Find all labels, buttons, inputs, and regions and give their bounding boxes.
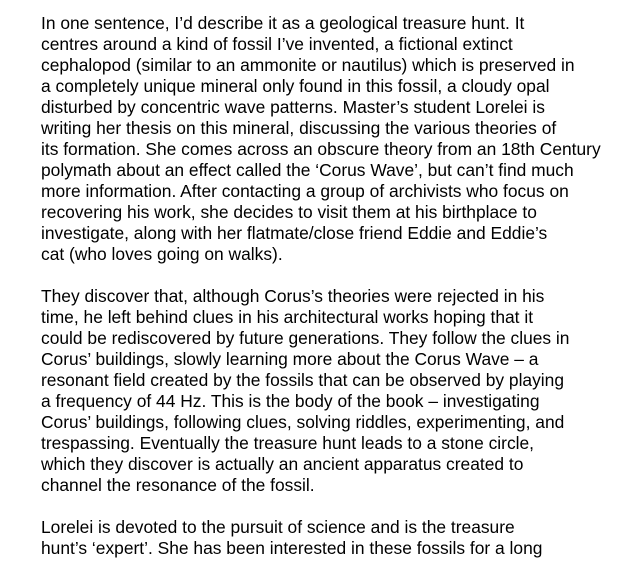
text-line: centres around a kind of fossil I’ve invented, a fictional extinct — [41, 34, 513, 54]
text-line: which they discover is actually an ancient apparatus created to — [41, 454, 524, 474]
text-line: could be rediscovered by future generations. They follow the clues in — [41, 328, 570, 348]
text-line: a completely unique mineral only found in this fossil, a cloudy opal — [41, 76, 550, 96]
text-line: cephalopod (similar to an ammonite or nautilus) which is preserved in — [41, 55, 575, 75]
text-line: disturbed by concentric wave patterns. Master’s student Lorelei is — [41, 97, 545, 117]
text-line: a frequency of 44 Hz. This is the body of the book – investigating — [41, 391, 540, 411]
text-line: Corus’ buildings, slowly learning more about the Corus Wave – a — [41, 349, 539, 369]
text-line: its formation. She comes across an obscure theory from an 18th Century — [41, 139, 601, 159]
text-line: investigate, along with her flatmate/close friend Eddie and Eddie’s — [41, 223, 548, 243]
text-line: more information. After contacting a group of archivists who focus on — [41, 181, 569, 201]
text-line: Lorelei is devoted to the pursuit of science and is the treasure — [41, 517, 515, 537]
paragraph-1 — [41, 13, 638, 265]
text-line: channel the resonance of the fossil. — [41, 475, 315, 495]
text-line: hunt’s ‘expert’. She has been interested in these fossils for a long — [41, 538, 543, 558]
text-line: Corus’ buildings, following clues, solving riddles, experimenting, and — [41, 412, 565, 432]
text-line: They discover that, although Corus’s theories were rejected in his — [41, 286, 545, 306]
text-line: polymath about an effect called the ‘Corus Wave’, but can’t find much — [41, 160, 574, 180]
paragraph-2 — [41, 286, 638, 496]
text-line: resonant field created by the fossils that can be observed by playing — [41, 370, 565, 390]
text-line: In one sentence, I’d describe it as a geological treasure hunt. It — [41, 13, 525, 33]
text-line: time, he left behind clues in his architectural works hoping that it — [41, 307, 534, 327]
text-line: cat (who loves going on walks). — [41, 244, 283, 264]
text-line: recovering his work, she decides to visit them at his birthplace to — [41, 202, 537, 222]
text-line: trespassing. Eventually the treasure hunt leads to a stone circle, — [41, 433, 535, 453]
text-line: writing her thesis on this mineral, discussing the various theories of — [41, 118, 557, 138]
document-body — [41, 13, 638, 580]
paragraph-3 — [41, 517, 638, 559]
